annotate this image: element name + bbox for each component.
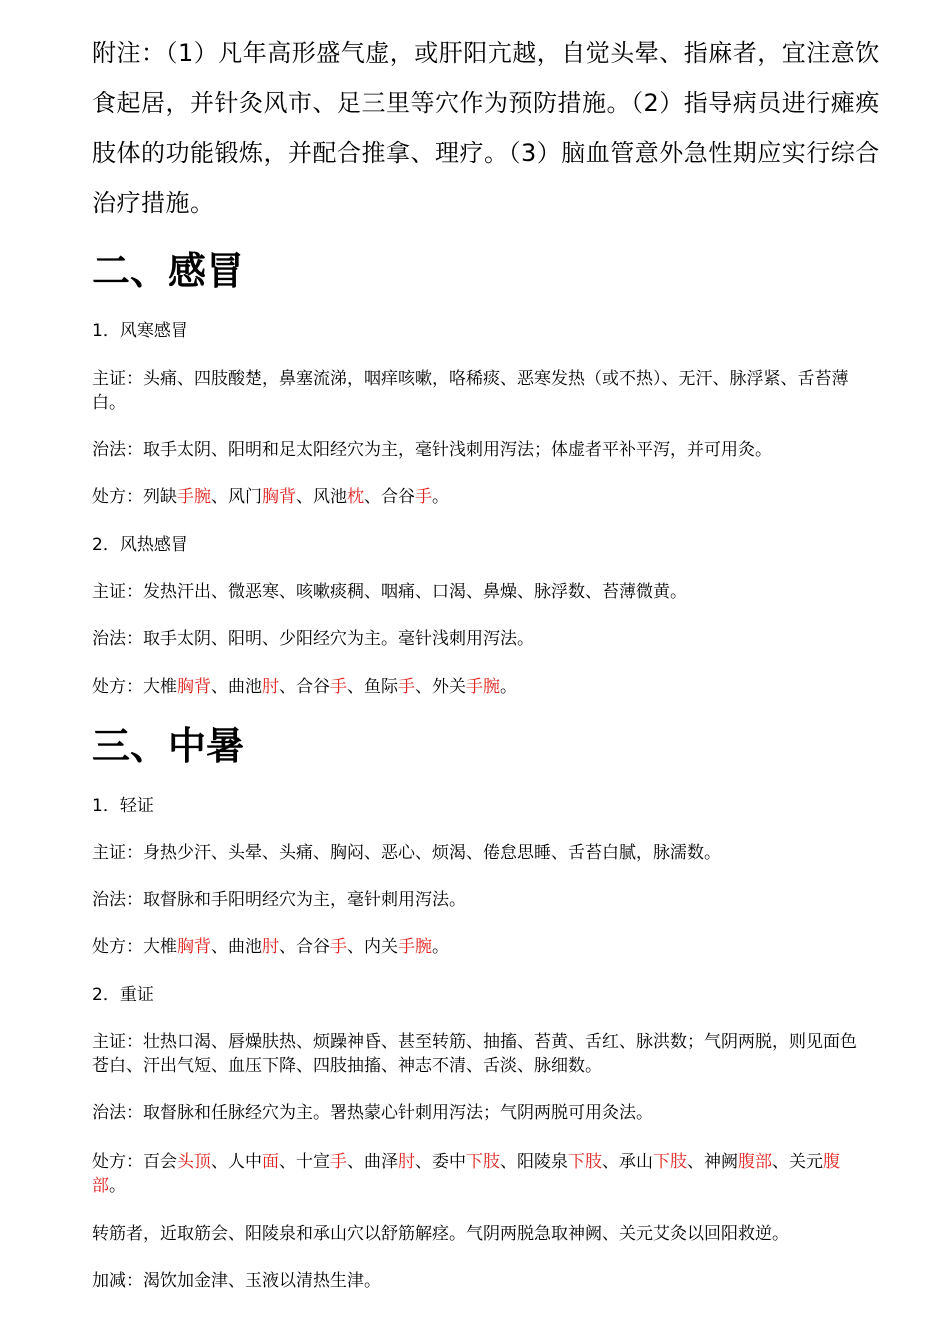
modification-note: 加减：渴饮加金津、玉液以清热生津。	[92, 1271, 381, 1291]
symptoms-mild: 主证：身热少汗、头晕、头痛、胸闷、恶心、烦渴、倦怠思睡、舌苔白腻，脉濡数。	[92, 843, 721, 863]
prescription-wind-cold: 处方：列缺手腕、风门胸背、风池枕、合谷手。	[92, 487, 449, 507]
intro-paragraph: 附注：（1）凡年高形盛气虚，或肝阳亢越，自觉头晕、指麻者，宜注意饮食起居，并针灸风市、足三里等穴作为预防措施。（2）指导病员进行瘫痪肢体的功能锻炼，并配合推拿、理疗。（3）脑血管意外急性期应实行综合治疗措施。	[92, 39, 880, 217]
section-heading-cold: 二、感冒	[92, 249, 245, 293]
subheading-severe: 2．重证	[92, 985, 154, 1005]
cramp-note: 转筋者，近取筋会、阳陵泉和承山穴以舒筋解痉。气阴两脱急取神阙、关元艾灸以回阳救逆。	[92, 1224, 789, 1244]
subheading-wind-cold: 1．风寒感冒	[92, 321, 188, 341]
symptoms-severe: 主证：壮热口渴、唇燥肤热、烦躁神昏、甚至转筋、抽搐、苔黄、舌红、脉洪数；气阴两脱，则见面色苍白、汗出气短、血压下降、四肢抽搐、神志不清、舌淡、脉细数。	[92, 1032, 857, 1076]
section-heading-heatstroke: 三、中暑	[92, 724, 245, 768]
treatment-wind-heat: 治法：取手太阴、阳明、少阳经穴为主。毫针浅刺用泻法。	[92, 629, 534, 649]
treatment-wind-cold: 治法：取手太阴、阳明和足太阳经穴为主，毫针浅刺用泻法；体虚者平补平泻，并可用灸。	[92, 440, 772, 460]
prescription-severe: 处方：百会头顶、人中面、十宣手、曲泽肘、委中下肢、阳陵泉下肢、承山下肢、神阙腹部、关元腹部。	[92, 1152, 840, 1196]
prescription-mild: 处方：大椎胸背、曲池肘、合谷手、内关手腕。	[92, 937, 449, 957]
subheading-mild: 1．轻证	[92, 796, 154, 816]
treatment-mild: 治法：取督脉和手阳明经穴为主，毫针刺用泻法。	[92, 890, 466, 910]
prescription-wind-heat: 处方：大椎胸背、曲池肘、合谷手、鱼际手、外关手腕。	[92, 677, 517, 697]
treatment-severe: 治法：取督脉和任脉经穴为主。署热蒙心针刺用泻法；气阴两脱可用灸法。	[92, 1103, 653, 1123]
subheading-wind-heat: 2．风热感冒	[92, 535, 188, 555]
symptoms-wind-cold: 主证：头痛、四肢酸楚，鼻塞流涕，咽痒咳嗽，咯稀痰、恶寒发热（或不热）、无汗、脉浮紧、舌苔薄白。	[92, 369, 849, 413]
symptoms-wind-heat: 主证：发热汗出、微恶寒、咳嗽痰稠、咽痛、口渴、鼻燥、脉浮数、苔薄微黄。	[92, 582, 687, 602]
